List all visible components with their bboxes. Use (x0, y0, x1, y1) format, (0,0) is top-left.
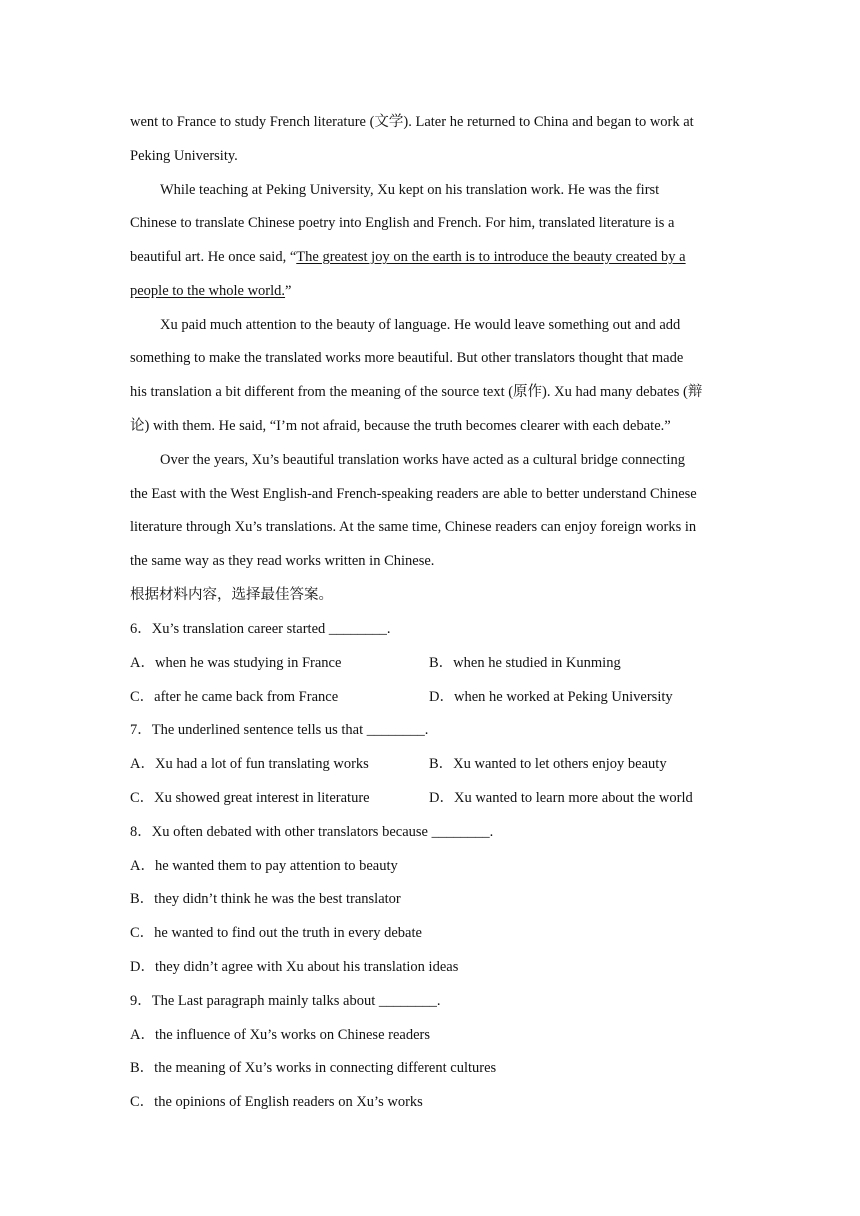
question-stem: 6．Xu’s translation career started ________. (130, 621, 391, 637)
option-6d[interactable]: D．when he worked at Peking University (429, 689, 673, 705)
question-stem: 7．The underlined sentence tells us that ________. (130, 722, 429, 738)
option-9a[interactable]: A．the influence of Xu’s works on Chinese readers (130, 1027, 430, 1043)
instruction: 根据材料内容，选择最佳答案。 (130, 587, 333, 603)
question-stem: 8．Xu often debated with other translators because ________. (130, 824, 494, 840)
option-9c[interactable]: C．the opinions of English readers on Xu’s works (130, 1094, 423, 1110)
option-6b[interactable]: B．when he studied in Kunming (429, 655, 621, 671)
option-7b[interactable]: B．Xu wanted to let others enjoy beauty (429, 756, 667, 772)
option-9b[interactable]: B．the meaning of Xu’s works in connecting different cultures (130, 1060, 497, 1076)
underlined-sentence-part1: The greatest joy on the earth is to introduce the beauty created by a (296, 249, 686, 265)
passage-p2-line4-text: ” (285, 283, 292, 299)
passage-p2-line2: Chinese to translate Chinese poetry into English and French. For him, translated literature is a (130, 215, 675, 231)
passage-p2-line1: While teaching at Peking University, Xu kept on his translation work. He was the first (160, 182, 660, 198)
underlined-sentence-part2: people to the whole world. (130, 283, 286, 299)
option-8c[interactable]: C．he wanted to find out the truth in every debate (130, 925, 422, 941)
option-6a[interactable]: A．when he was studying in France (130, 655, 342, 671)
option-7c[interactable]: C．Xu showed great interest in literature (130, 790, 370, 806)
passage-p2-line3-text: beautiful art. He once said, “ (130, 249, 297, 265)
option-8b[interactable]: B．they didn’t think he was the best translator (130, 891, 401, 907)
passage-p4-line1: Over the years, Xu’s beautiful translation works have acted as a cultural bridge connecting (160, 452, 686, 468)
passage-p2-line4 (130, 281, 291, 301)
passage-p3-line3: his translation a bit different from the meaning of the source text (原作). Xu had many debates (辩 (130, 384, 703, 400)
option-7d[interactable]: D．Xu wanted to learn more about the world (429, 790, 693, 806)
passage-p3-line4: 论) with them. He said, “I’m not afraid, because the truth becomes clearer with each debate.” (130, 418, 671, 434)
question-stem: 9．The Last paragraph mainly talks about ________. (130, 993, 441, 1009)
passage-p4-line2: the East with the West English-and French-speaking readers are able to better understand Chinese (130, 486, 697, 502)
option-7a[interactable]: A．Xu had a lot of fun translating works (130, 756, 369, 772)
passage-p1-line1: went to France to study French literature (文学). Later he returned to China and began to work at (130, 114, 694, 130)
passage-p4-line3: literature through Xu’s translations. At the same time, Chinese readers can enjoy foreign works in (130, 519, 697, 535)
passage-p3-line2: something to make the translated works more beautiful. But other translators thought that made (130, 350, 684, 366)
option-8d[interactable]: D．they didn’t agree with Xu about his translation ideas (130, 959, 459, 975)
option-8a[interactable]: A．he wanted them to pay attention to beauty (130, 858, 398, 874)
passage-p2-line3 (130, 247, 686, 267)
passage-p3-line1: Xu paid much attention to the beauty of language. He would leave something out and add (160, 317, 681, 333)
passage-p1-line2: Peking University. (130, 148, 238, 164)
passage-p4-line4: the same way as they read works written in Chinese. (130, 553, 435, 569)
option-6c[interactable]: C．after he came back from France (130, 689, 339, 705)
